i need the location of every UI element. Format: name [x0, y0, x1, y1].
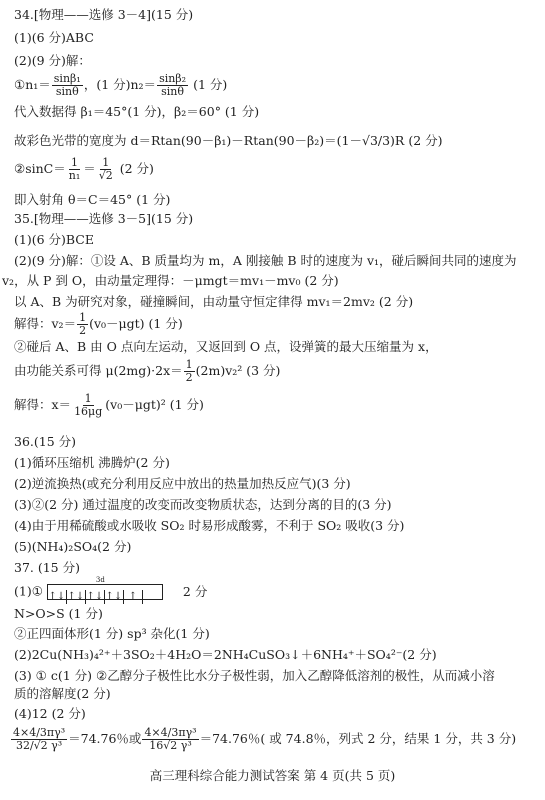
text-line: (4)12 (2 分): [14, 706, 86, 721]
equation-x: [14, 393, 204, 418]
text-line: 34.[物理——选修 3－4](15 分): [14, 7, 194, 22]
text-line: 35.[物理——选修 3－5](15 分): [14, 211, 194, 226]
orbital-cell: [143, 585, 162, 599]
eq-text: ②sinC＝: [14, 161, 66, 176]
orbital-score: 2 分: [182, 583, 208, 599]
eq-text: 解得：x＝: [14, 397, 72, 412]
eq-numerator: 1: [185, 358, 193, 371]
eq-denominator: 2: [79, 324, 87, 337]
text-line: (1)循环压缩机 沸腾炉(2 分): [14, 455, 170, 470]
eq-text: (2 分): [115, 161, 154, 176]
text-line: (2)逆流换热(或充分利用反应中放出的热量加热反应气)(3 分): [14, 476, 351, 491]
equation-sinc: [14, 157, 154, 182]
eq-numerator: 1: [70, 156, 78, 169]
eq-text: (2m)v₂² (3 分): [195, 363, 281, 378]
eq-text: (1 分): [189, 77, 228, 92]
text-line: (3) ① c(1 分) ②乙醇分子极性比水分子极性弱，加入乙醇降低溶剂的极性，从而减小溶: [14, 668, 495, 683]
eq-text: ①n₁＝: [14, 77, 51, 92]
orbital-box: [47, 576, 163, 602]
text-line: 质的溶解度(2 分): [14, 686, 111, 701]
eq-text: 解得：v₂＝: [14, 316, 77, 331]
eq-denominator: sinθ: [161, 85, 185, 98]
eq-text: ＝: [83, 161, 96, 176]
text-line: 37. (15 分): [14, 560, 80, 575]
text-line: (1)(6 分)ABC: [14, 30, 94, 45]
text-line: 36.(15 分): [14, 434, 77, 449]
eq-numerator: 4×4/3πγ³: [144, 726, 197, 739]
equation-v2: [14, 312, 183, 337]
text-line: 代入数据得 β₁＝45°(1 分)，β₂＝60° (1 分): [14, 104, 260, 119]
orbital-3d-label: 3d: [95, 576, 105, 584]
eq-text: ，(1 分)n₂＝: [83, 77, 157, 92]
text-line: 故彩色光带的宽度为 d＝Rtan(90－β₁)－Rtan(90－β₂)＝(1－√3/3)R (2 分): [14, 133, 443, 148]
eq-denominator: 16√2 γ³: [149, 739, 192, 752]
eq-denominator: 2: [185, 371, 193, 384]
eq-denominator: n₁: [68, 169, 81, 182]
eq-denominator: 32/√2 γ³: [15, 739, 63, 752]
orbital-cell: ↑↓: [86, 591, 104, 602]
text-line: (2)2Cu(NH₃)₄²⁺＋3SO₂＋4H₂O＝2NH₄CuSO₃↓＋6NH₄⁺＋SO₄²⁻(2 分): [14, 647, 437, 662]
eq-denominator: sinθ: [55, 85, 79, 98]
text-line: v₂，从 P 到 O，由动量定理得：－μmgt＝mv₁－mv₀ (2 分): [2, 273, 339, 288]
orbital-diagram: [14, 576, 208, 602]
eq-denominator: 16μg: [74, 405, 103, 418]
text-line: 即入射角 θ＝C＝45° (1 分): [14, 192, 171, 207]
text-line: (4)由于用稀硫酸或水吸收 SO₂ 时易形成酸雾，不利于 SO₂ 吸收(3 分): [14, 518, 405, 533]
eq-text: ＝74.76％或: [68, 731, 142, 746]
eq-text: ＝74.76％( 或 74.8％，列式 2 分，结果 1 分，共 3 分): [199, 731, 517, 746]
page-footer: 高三理科综合能力测试答案 第 4 页(共 5 页): [149, 768, 396, 783]
text-line: (2)(9 分)解：: [14, 53, 91, 68]
eq-text: 由功能关系可得 μ(2mg)·2x＝: [14, 363, 183, 378]
eq-numerator: 1: [84, 392, 92, 405]
eq-numerator: 1: [102, 156, 110, 169]
equation-energy: [14, 359, 280, 384]
text-line: (1)(6 分)BCE: [14, 232, 94, 247]
orbital-cell: ↑↓: [67, 591, 85, 602]
eq-numerator: 4×4/3πγ³: [13, 726, 66, 739]
text-line: (3)②(2 分) 通过温度的改变而改变物质状态，达到分离的目的(3 分): [14, 497, 392, 512]
eq-text: (v₀－μgt) (1 分): [89, 316, 183, 331]
text-line: (2)(9 分)解：①设 A、B 质量均为 m，A 刚接触 B 时的速度为 v₁，碰后瞬间共同的速度为: [14, 253, 517, 268]
orbital-prefix: (1)①: [14, 583, 43, 599]
equation-packing: [10, 727, 516, 752]
text-line: 以 A、B 为研究对象，碰撞瞬间，由动量守恒定律得 mv₁＝2mv₂ (2 分): [14, 294, 414, 309]
eq-denominator: √2: [98, 169, 113, 182]
eq-numerator: sinβ₂: [159, 72, 187, 85]
text-line: N>O>S (1 分): [14, 606, 103, 621]
equation-refraction: [14, 73, 227, 98]
text-line: ②碰后 A、B 由 O 点向左运动，又返回到 O 点，设弹簧的最大压缩量为 x，: [14, 339, 438, 354]
orbital-cell: ↑: [124, 590, 143, 604]
text-line: (5)(NH₄)₂SO₄(2 分): [14, 539, 132, 554]
orbital-cell: ↑↓: [105, 591, 123, 602]
text-line: ②正四面体形(1 分) sp³ 杂化(1 分): [14, 626, 210, 641]
eq-numerator: 1: [79, 311, 87, 324]
eq-text: (v₀－μgt)² (1 分): [105, 397, 204, 412]
orbital-cell: ↑↓: [48, 591, 66, 602]
eq-numerator: sinβ₁: [53, 72, 81, 85]
